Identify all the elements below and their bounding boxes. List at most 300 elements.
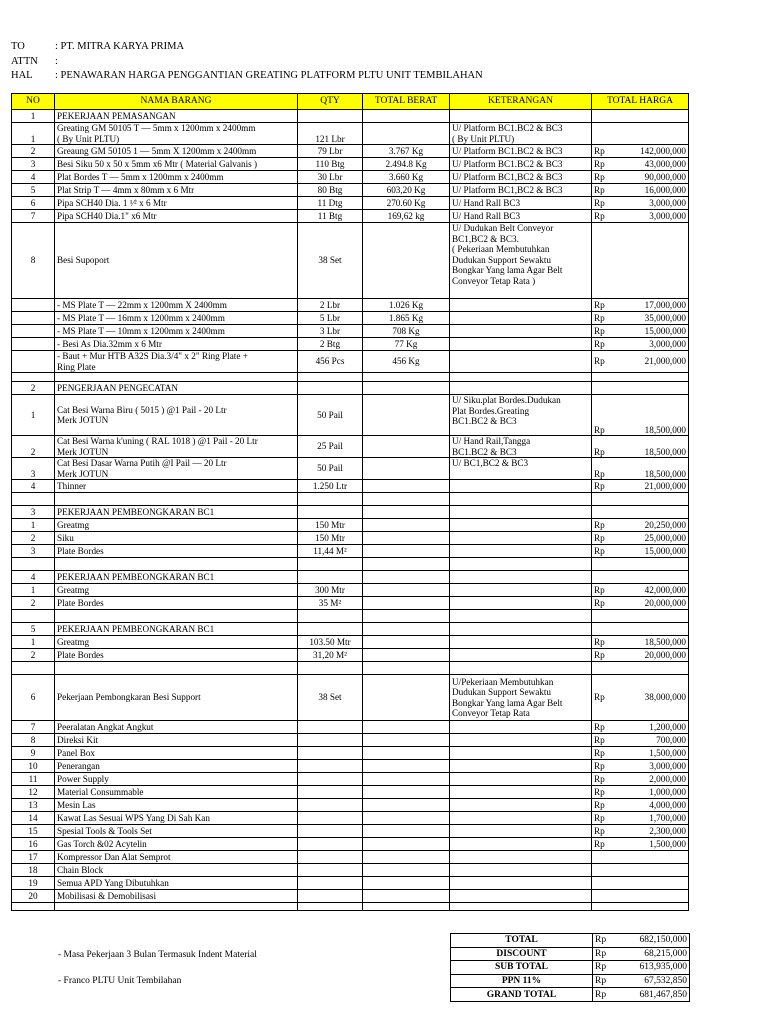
row-berat xyxy=(363,123,450,145)
row-qty: 3 Lbr xyxy=(298,325,363,338)
table-row xyxy=(12,838,689,851)
row-currency: Rp xyxy=(592,675,617,721)
row-item-name: Besi Siku 50 x 50 x 5mm x6 Mtr ( Material Galvanis ) xyxy=(55,158,298,171)
table-row xyxy=(12,110,689,123)
row-berat: 708 Kg xyxy=(363,325,450,338)
totals-row xyxy=(451,988,690,1002)
row-berat xyxy=(363,662,450,675)
row-item-name xyxy=(55,903,298,911)
row-no xyxy=(12,493,55,506)
row-qty xyxy=(298,760,363,773)
row-item-name: Cat Besi Warna k'uning ( RAL 1018 ) @1 Pail - 20 Ltr Merk JOTUN xyxy=(55,436,298,458)
row-berat xyxy=(363,864,450,877)
row-amount: 42,000,000 xyxy=(617,584,689,597)
row-qty: 300 Mtr xyxy=(298,584,363,597)
table-row xyxy=(12,197,689,210)
row-berat xyxy=(363,773,450,786)
row-currency: Rp xyxy=(592,636,617,649)
to-value: : PT. MITRA KARYA PRIMA xyxy=(55,41,185,52)
row-no xyxy=(12,351,55,373)
row-keterangan: U/ Dudukan Belt Conveyor BC1,BC2 & BC3. ( Pekeriaan Membutuhkan Dudukan Support Sewaktu Bongkar Yang lama Agar Belt Conveyor Tetap Rata ) xyxy=(450,223,592,299)
row-amount: 142,000,000 xyxy=(617,145,689,158)
row-amount: 25,000,000 xyxy=(617,532,689,545)
row-amount: 20,000,000 xyxy=(617,597,689,610)
row-no: 1 xyxy=(12,110,55,123)
row-berat xyxy=(363,382,450,395)
row-no: 1 xyxy=(12,395,55,436)
row-keterangan xyxy=(450,623,592,636)
row-keterangan: U/ Hand Rall BC3 xyxy=(450,197,592,210)
row-amount xyxy=(617,382,689,395)
row-no: 1 xyxy=(12,123,55,145)
row-item-name xyxy=(55,610,298,623)
row-qty: 11 Dtg xyxy=(298,197,363,210)
row-amount: 20,000,000 xyxy=(617,649,689,662)
row-berat: 1.026 Kg xyxy=(363,299,450,312)
row-currency xyxy=(592,123,617,145)
row-berat: 456 Kg xyxy=(363,351,450,373)
col-qty: QTY xyxy=(298,94,363,110)
totals-row xyxy=(451,947,690,961)
row-berat xyxy=(363,506,450,519)
row-amount xyxy=(617,506,689,519)
row-item-name: Material Consummable xyxy=(55,786,298,799)
table-row xyxy=(12,812,689,825)
row-currency xyxy=(592,851,617,864)
to-line xyxy=(11,40,483,55)
row-no: 13 xyxy=(12,799,55,812)
row-berat xyxy=(363,623,450,636)
row-berat xyxy=(363,825,450,838)
row-amount: 3,000,000 xyxy=(617,760,689,773)
table-row xyxy=(12,158,689,171)
row-qty: 35 M² xyxy=(298,597,363,610)
row-currency: Rp xyxy=(592,197,617,210)
row-no: 2 xyxy=(12,436,55,458)
row-keterangan: U/ Siku.plat Bordes.Dudukan Plat Bordes.Greating BC1.BC2 & BC3 xyxy=(450,395,592,436)
row-berat xyxy=(363,519,450,532)
row-no: 15 xyxy=(12,825,55,838)
row-qty: 150 Mtr xyxy=(298,519,363,532)
row-item-name: Peeralatan Angkat Angkut xyxy=(55,721,298,734)
row-no xyxy=(12,373,55,382)
row-currency: Rp xyxy=(592,799,617,812)
table-row xyxy=(12,610,689,623)
row-qty: 25 Pail xyxy=(298,436,363,458)
row-amount: 2,300,000 xyxy=(617,825,689,838)
row-currency: Rp xyxy=(592,325,617,338)
table-row xyxy=(12,325,689,338)
row-no: 1 xyxy=(12,636,55,649)
row-keterangan: U/ Hand Rall BC3 xyxy=(450,210,592,223)
table-row xyxy=(12,395,689,436)
table-row xyxy=(12,851,689,864)
table-row xyxy=(12,123,689,145)
row-qty: 456 Pcs xyxy=(298,351,363,373)
row-qty xyxy=(298,877,363,890)
totals-table xyxy=(450,933,690,1002)
row-qty xyxy=(298,825,363,838)
row-berat: 3.767 Kg xyxy=(363,145,450,158)
row-qty: 103.50 Mtr xyxy=(298,636,363,649)
row-item-name: Spesial Tools & Tools Set xyxy=(55,825,298,838)
row-qty xyxy=(298,812,363,825)
row-amount: 15,000,000 xyxy=(617,545,689,558)
row-item-name: Chain Block xyxy=(55,864,298,877)
row-berat xyxy=(363,395,450,436)
table-row xyxy=(12,636,689,649)
row-keterangan xyxy=(450,662,592,675)
row-berat xyxy=(363,675,450,721)
row-no xyxy=(12,558,55,571)
col-total-harga: TOTAL HARGA xyxy=(592,94,689,110)
row-amount xyxy=(617,223,689,299)
row-keterangan xyxy=(450,890,592,903)
hal-label: HAL xyxy=(11,70,33,81)
row-qty: 38 Set xyxy=(298,675,363,721)
row-keterangan xyxy=(450,734,592,747)
table-row xyxy=(12,571,689,584)
row-keterangan xyxy=(450,351,592,373)
row-keterangan: U/ Platform BC1.BC2 & BC3 ( By Unit PLTU) xyxy=(450,123,592,145)
row-qty xyxy=(298,721,363,734)
row-currency: Rp xyxy=(592,773,617,786)
row-currency: Rp xyxy=(592,145,617,158)
totals-row xyxy=(451,961,690,975)
row-currency xyxy=(592,890,617,903)
row-item-name: Greatmg xyxy=(55,636,298,649)
row-berat xyxy=(363,597,450,610)
row-no: 7 xyxy=(12,721,55,734)
row-qty xyxy=(298,558,363,571)
row-currency xyxy=(592,506,617,519)
totals-currency: Rp xyxy=(593,988,618,1002)
totals-currency: Rp xyxy=(593,934,618,948)
row-keterangan xyxy=(450,747,592,760)
totals-row xyxy=(451,934,690,948)
totals-currency: Rp xyxy=(593,974,618,988)
table-row xyxy=(12,480,689,493)
row-no: 11 xyxy=(12,773,55,786)
row-item-name: Siku xyxy=(55,532,298,545)
row-keterangan xyxy=(450,571,592,584)
row-amount: 1,500,000 xyxy=(617,838,689,851)
row-berat xyxy=(363,436,450,458)
row-qty xyxy=(298,623,363,636)
table-row xyxy=(12,623,689,636)
row-keterangan: U/ Platform BC1,BC2 & BC3 xyxy=(450,184,592,197)
row-currency xyxy=(592,610,617,623)
row-berat xyxy=(363,532,450,545)
row-amount: 18,500,000 xyxy=(617,458,689,480)
row-keterangan xyxy=(450,825,592,838)
row-item-name: PEKERJAAN PEMBEONGKARAN BC1 xyxy=(55,571,298,584)
table-row xyxy=(12,825,689,838)
row-berat: 3.660 Kg xyxy=(363,171,450,184)
row-qty xyxy=(298,838,363,851)
row-qty xyxy=(298,662,363,675)
totals-amount: 682,150,000 xyxy=(618,934,690,948)
row-item-name: PEKERJAAN PEMASANGAN xyxy=(55,110,298,123)
row-currency: Rp xyxy=(592,158,617,171)
row-amount: 18,500,000 xyxy=(617,436,689,458)
row-berat xyxy=(363,649,450,662)
table-row xyxy=(12,338,689,351)
row-berat: 2.494.8 Kg xyxy=(363,158,450,171)
row-currency: Rp xyxy=(592,532,617,545)
table-row xyxy=(12,721,689,734)
row-no: 5 xyxy=(12,184,55,197)
row-keterangan xyxy=(450,373,592,382)
table-row xyxy=(12,210,689,223)
col-total-berat: TOTAL BERAT xyxy=(363,94,450,110)
row-currency xyxy=(592,223,617,299)
row-qty: 50 Pail xyxy=(298,395,363,436)
totals-currency: Rp xyxy=(593,961,618,975)
row-keterangan xyxy=(450,493,592,506)
row-keterangan xyxy=(450,382,592,395)
row-no xyxy=(12,610,55,623)
hal-line xyxy=(11,69,483,84)
row-qty: 121 Lbr xyxy=(298,123,363,145)
row-amount xyxy=(617,571,689,584)
table-row xyxy=(12,299,689,312)
row-currency: Rp xyxy=(592,395,617,436)
row-amount: 3,000,000 xyxy=(617,197,689,210)
row-no: 2 xyxy=(12,597,55,610)
row-qty xyxy=(298,110,363,123)
row-amount xyxy=(617,903,689,911)
row-amount: 20,250,000 xyxy=(617,519,689,532)
row-qty: 31,20 M² xyxy=(298,649,363,662)
row-qty: 50 Pail xyxy=(298,458,363,480)
table-row xyxy=(12,662,689,675)
row-berat: 1.865 Kg xyxy=(363,312,450,325)
row-berat xyxy=(363,610,450,623)
row-qty: 110 Btg xyxy=(298,158,363,171)
quotation-table xyxy=(11,93,689,911)
row-item-name: Gas Torch &02 Acytelin xyxy=(55,838,298,851)
row-amount: 35,000,000 xyxy=(617,312,689,325)
totals-amount: 67,532,850 xyxy=(618,974,690,988)
row-no: 3 xyxy=(12,545,55,558)
table-row xyxy=(12,184,689,197)
totals-label: PPN 11% xyxy=(451,974,593,988)
row-keterangan xyxy=(450,760,592,773)
attn-value: : xyxy=(55,55,58,67)
row-item-name: Greatmg xyxy=(55,519,298,532)
row-keterangan xyxy=(450,610,592,623)
row-item-name: - MS Plate T — 10mm x 1200mm x 2400mm xyxy=(55,325,298,338)
row-amount: 1,000,000 xyxy=(617,786,689,799)
table-row xyxy=(12,493,689,506)
row-currency: Rp xyxy=(592,436,617,458)
row-berat: 169,62 kg xyxy=(363,210,450,223)
row-berat xyxy=(363,584,450,597)
row-keterangan xyxy=(450,636,592,649)
row-item-name: Besi Supoport xyxy=(55,223,298,299)
row-no xyxy=(12,299,55,312)
row-currency: Rp xyxy=(592,210,617,223)
row-item-name: Cat Besi Dasar Warna Putih @I Pail — 20 Ltr Merk JOTUN xyxy=(55,458,298,480)
row-keterangan xyxy=(450,519,592,532)
row-no: 18 xyxy=(12,864,55,877)
row-qty: 5 Lbr xyxy=(298,312,363,325)
row-qty: 2 Btg xyxy=(298,338,363,351)
row-berat xyxy=(363,903,450,911)
row-qty: 79 Lbr xyxy=(298,145,363,158)
row-amount: 700,000 xyxy=(617,734,689,747)
table-row xyxy=(12,382,689,395)
row-qty xyxy=(298,506,363,519)
table-row xyxy=(12,373,689,382)
attn-line xyxy=(11,55,483,70)
row-berat xyxy=(363,458,450,480)
row-qty: 150 Mtr xyxy=(298,532,363,545)
row-item-name: - Baut + Mur HTB A32S Dia.3/4" x 2" Ring Plate + Ring Plate xyxy=(55,351,298,373)
table-row xyxy=(12,649,689,662)
row-currency: Rp xyxy=(592,171,617,184)
row-currency: Rp xyxy=(592,734,617,747)
row-berat xyxy=(363,786,450,799)
row-currency: Rp xyxy=(592,584,617,597)
row-keterangan xyxy=(450,864,592,877)
row-no: 6 xyxy=(12,675,55,721)
letter-header xyxy=(11,40,483,84)
row-currency: Rp xyxy=(592,760,617,773)
row-keterangan xyxy=(450,597,592,610)
row-currency xyxy=(592,558,617,571)
totals-row xyxy=(451,974,690,988)
table-row xyxy=(12,760,689,773)
row-keterangan xyxy=(450,721,592,734)
row-no: 1 xyxy=(12,584,55,597)
row-keterangan: U/ Platform BC1,BC2 & BC3 xyxy=(450,171,592,184)
row-currency xyxy=(592,662,617,675)
row-qty xyxy=(298,890,363,903)
row-currency: Rp xyxy=(592,338,617,351)
row-currency: Rp xyxy=(592,299,617,312)
row-currency: Rp xyxy=(592,351,617,373)
row-berat xyxy=(363,558,450,571)
row-item-name: Power Supply xyxy=(55,773,298,786)
row-qty xyxy=(298,864,363,877)
row-qty xyxy=(298,773,363,786)
row-qty: 2 Lbr xyxy=(298,299,363,312)
row-qty: 80 Btg xyxy=(298,184,363,197)
row-qty: 11 Btg xyxy=(298,210,363,223)
row-item-name: Direksi Kit xyxy=(55,734,298,747)
row-no: 2 xyxy=(12,649,55,662)
row-currency: Rp xyxy=(592,312,617,325)
row-item-name: Greatmg xyxy=(55,584,298,597)
row-no: 3 xyxy=(12,458,55,480)
table-row xyxy=(12,545,689,558)
row-berat: 270.60 Kg xyxy=(363,197,450,210)
row-keterangan xyxy=(450,649,592,662)
row-item-name: Panel Box xyxy=(55,747,298,760)
row-keterangan xyxy=(450,773,592,786)
table-row xyxy=(12,558,689,571)
row-berat xyxy=(363,812,450,825)
row-currency xyxy=(592,571,617,584)
row-item-name: - MS Plate T — 22mm x 1200mm X 2400mm xyxy=(55,299,298,312)
row-item-name: Mesin Las xyxy=(55,799,298,812)
row-qty xyxy=(298,799,363,812)
to-label: TO xyxy=(11,41,25,52)
row-amount: 17,000,000 xyxy=(617,299,689,312)
table-row xyxy=(12,532,689,545)
row-amount: 15,000,000 xyxy=(617,325,689,338)
row-amount: 21,000,000 xyxy=(617,351,689,373)
row-amount xyxy=(617,558,689,571)
header-row xyxy=(12,94,689,110)
table-row xyxy=(12,519,689,532)
row-amount: 38,000,000 xyxy=(617,675,689,721)
row-amount xyxy=(617,890,689,903)
row-no xyxy=(12,903,55,911)
totals-amount: 681,467,850 xyxy=(618,988,690,1002)
row-keterangan: U/ Platform BC1.BC2 & BC3 xyxy=(450,158,592,171)
row-keterangan xyxy=(450,877,592,890)
row-qty xyxy=(298,571,363,584)
row-amount: 43,000,000 xyxy=(617,158,689,171)
row-item-name: Pipa SCH40 Dia. 1 ¹⁄² x 6 Mtr xyxy=(55,197,298,210)
row-item-name: Cat Besi Warna Biru ( 5015 ) @1 Pail - 20 Ltr Merk JOTUN xyxy=(55,395,298,436)
row-berat xyxy=(363,480,450,493)
row-currency: Rp xyxy=(592,545,617,558)
row-currency xyxy=(592,877,617,890)
row-berat xyxy=(363,799,450,812)
row-no: 4 xyxy=(12,171,55,184)
table-row xyxy=(12,903,689,911)
col-keterangan: KETERANGAN xyxy=(450,94,592,110)
row-berat xyxy=(363,571,450,584)
totals-label: SUB TOTAL xyxy=(451,961,593,975)
table-row xyxy=(12,584,689,597)
row-item-name: Penerangan xyxy=(55,760,298,773)
row-keterangan xyxy=(450,338,592,351)
row-qty: 30 Lbr xyxy=(298,171,363,184)
row-qty xyxy=(298,747,363,760)
row-item-name: Plat Strip T — 4mm x 80mm x 6 Mtr xyxy=(55,184,298,197)
totals-label: DISCOUNT xyxy=(451,947,593,961)
row-item-name xyxy=(55,662,298,675)
col-no: NO xyxy=(12,94,55,110)
totals-amount: 68,215,000 xyxy=(618,947,690,961)
row-amount xyxy=(617,123,689,145)
row-no: 2 xyxy=(12,532,55,545)
row-no: 12 xyxy=(12,786,55,799)
row-currency: Rp xyxy=(592,649,617,662)
row-qty xyxy=(298,786,363,799)
row-no: 3 xyxy=(12,506,55,519)
row-qty xyxy=(298,610,363,623)
table-row xyxy=(12,458,689,480)
row-amount xyxy=(617,864,689,877)
row-item-name: PEKERJAAN PEMBEONGKARAN BC1 xyxy=(55,623,298,636)
row-currency xyxy=(592,110,617,123)
row-amount xyxy=(617,373,689,382)
row-berat xyxy=(363,838,450,851)
row-keterangan xyxy=(450,851,592,864)
row-currency: Rp xyxy=(592,480,617,493)
row-keterangan xyxy=(450,312,592,325)
row-keterangan xyxy=(450,532,592,545)
row-no: 3 xyxy=(12,158,55,171)
row-currency xyxy=(592,864,617,877)
row-item-name: Plat Bordes T — 5mm x 1200mm x 2400mm xyxy=(55,171,298,184)
